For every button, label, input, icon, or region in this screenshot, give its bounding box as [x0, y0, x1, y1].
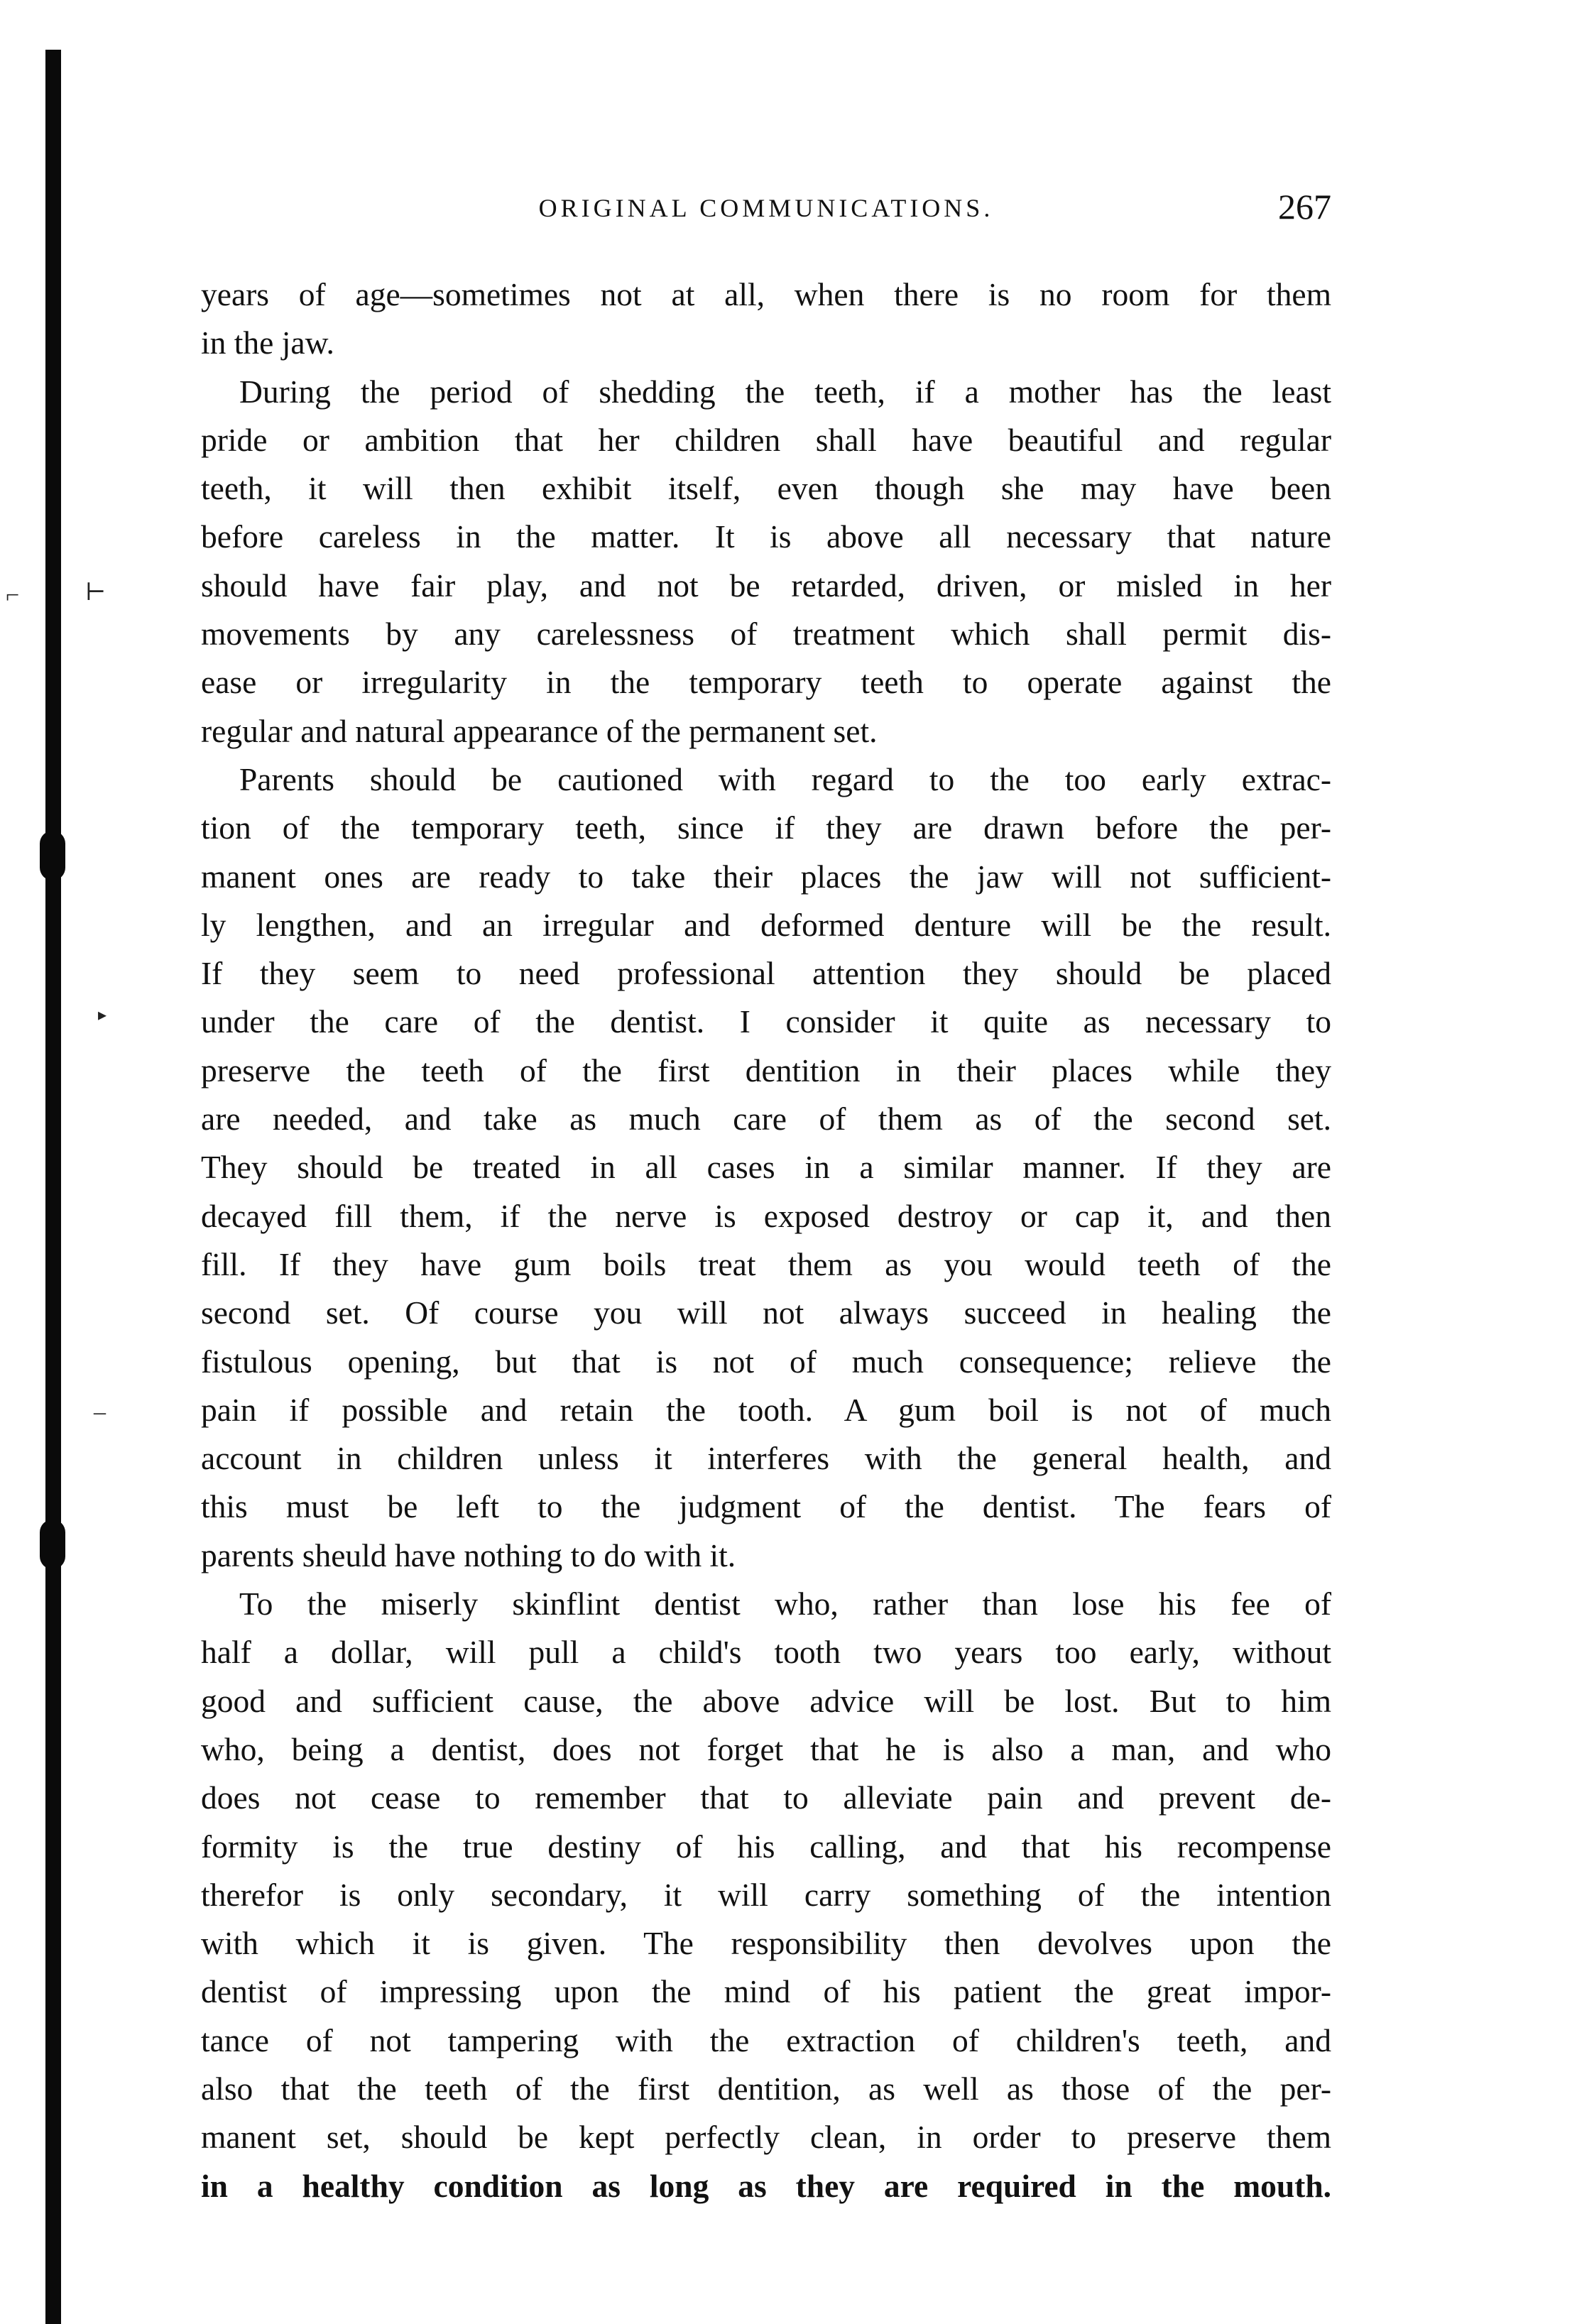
- text-line: fistulous opening, but that is not of much consequence; relieve the: [201, 1343, 1331, 1380]
- text-line: therefor is only secondary, it will carry something of the intention: [201, 1876, 1331, 1913]
- text-line: tance of not tampering with the extraction of children's teeth, and: [201, 2022, 1331, 2058]
- paragraph: [201, 368, 1331, 755]
- text-line: pain if possible and retain the tooth. A gum boil is not of much: [201, 1391, 1331, 1428]
- text-line: movements by any carelessness of treatment which shall permit dis-: [201, 616, 1331, 653]
- text-line: If they seem to need professional attention they should be placed: [201, 955, 1331, 992]
- running-title: ORIGINAL COMMUNICATIONS.: [538, 194, 994, 222]
- binding-knob: [40, 1520, 65, 1569]
- text-line: account in children unless it interferes with the general health, and: [201, 1440, 1331, 1477]
- text-line: with which it is given. The responsibility then devolves upon the: [201, 1925, 1331, 1962]
- text-line: During the period of shedding the teeth, if a mother has the least: [239, 373, 1331, 410]
- text-line: in the jaw.: [201, 324, 334, 361]
- body-text: [201, 271, 1331, 2210]
- text-line: preserve the teeth of the first dentition in their places while they: [201, 1052, 1331, 1089]
- text-line: Parents should be cautioned with regard to the too early extrac-: [239, 760, 1331, 797]
- text-line: half a dollar, will pull a child's tooth two years too early, without: [201, 1634, 1331, 1671]
- text-line: good and sufficient cause, the above advice will be lost. But to him: [201, 1682, 1331, 1719]
- text-line: ease or irregularity in the temporary teeth to operate against the: [201, 664, 1331, 701]
- text-line: who, being a dentist, does not forget that he is also a man, and who: [201, 1730, 1331, 1767]
- margin-mark: –: [94, 1399, 106, 1425]
- text-line: They should be treated in all cases in a similar manner. If they are: [201, 1149, 1331, 1186]
- text-line: this must be left to the judgment of the dentist. The fears of: [201, 1488, 1331, 1525]
- margin-mark: ▸: [98, 1006, 107, 1025]
- text-line: pride or ambition that her children shall have beautiful and regular: [201, 421, 1331, 458]
- text-line: tion of the temporary teeth, since if they are drawn before the per-: [201, 809, 1331, 846]
- text-line: regular and natural appearance of the permanent set.: [201, 712, 878, 749]
- text-line: should have fair play, and not be retarded, driven, or misled in her: [201, 567, 1331, 604]
- text-line: dentist of impressing upon the mind of his patient the great impor-: [201, 1973, 1331, 2010]
- text-line: parents sheuld have nothing to do with it.: [201, 1537, 736, 1573]
- text-line: second set. Of course you will not always succeed in healing the: [201, 1294, 1331, 1331]
- text-line: are needed, and take as much care of them as of the second set.: [201, 1101, 1331, 1138]
- page-number: 267: [1278, 187, 1331, 227]
- text-line: formity is the true destiny of his calling, and that his recompense: [201, 1828, 1331, 1865]
- margin-mark: ⌐: [6, 582, 20, 609]
- text-line: also that the teeth of the first dentition, as well as those of the per-: [201, 2070, 1331, 2107]
- text-line: fill. If they have gum boils treat them as you would teeth of the: [201, 1245, 1331, 1282]
- text-line: To the miserly skinflint dentist who, rather than lose his fee of: [239, 1586, 1331, 1622]
- text-line: manent ones are ready to take their places the jaw will not sufficient-: [201, 858, 1331, 895]
- paragraph: [201, 271, 1331, 368]
- running-head: [201, 186, 1331, 236]
- text-line: ly lengthen, and an irregular and deformed denture will be the result.: [201, 906, 1331, 943]
- margin-mark: ⊢: [85, 579, 107, 606]
- text-line: teeth, it will then exhibit itself, even though she may have been: [201, 470, 1331, 507]
- text-line: in a healthy condition as long as they are required in the mouth.: [201, 2167, 1331, 2204]
- text-line: before careless in the matter. It is above all necessary that nature: [201, 518, 1331, 555]
- text-line: years of age—sometimes not at all, when there is no room for them: [201, 276, 1331, 312]
- binding-knob: [40, 831, 65, 880]
- paragraph: [201, 755, 1331, 1580]
- paragraph: [201, 1580, 1331, 2210]
- text-line: manent set, should be kept perfectly clean, in order to preserve them: [201, 2119, 1331, 2156]
- binding-edge: [45, 50, 61, 2324]
- text-line: under the care of the dentist. I consider it quite as necessary to: [201, 1003, 1331, 1040]
- text-line: decayed fill them, if the nerve is exposed destroy or cap it, and then: [201, 1197, 1331, 1234]
- text-line: does not cease to remember that to alleviate pain and prevent de-: [201, 1779, 1331, 1816]
